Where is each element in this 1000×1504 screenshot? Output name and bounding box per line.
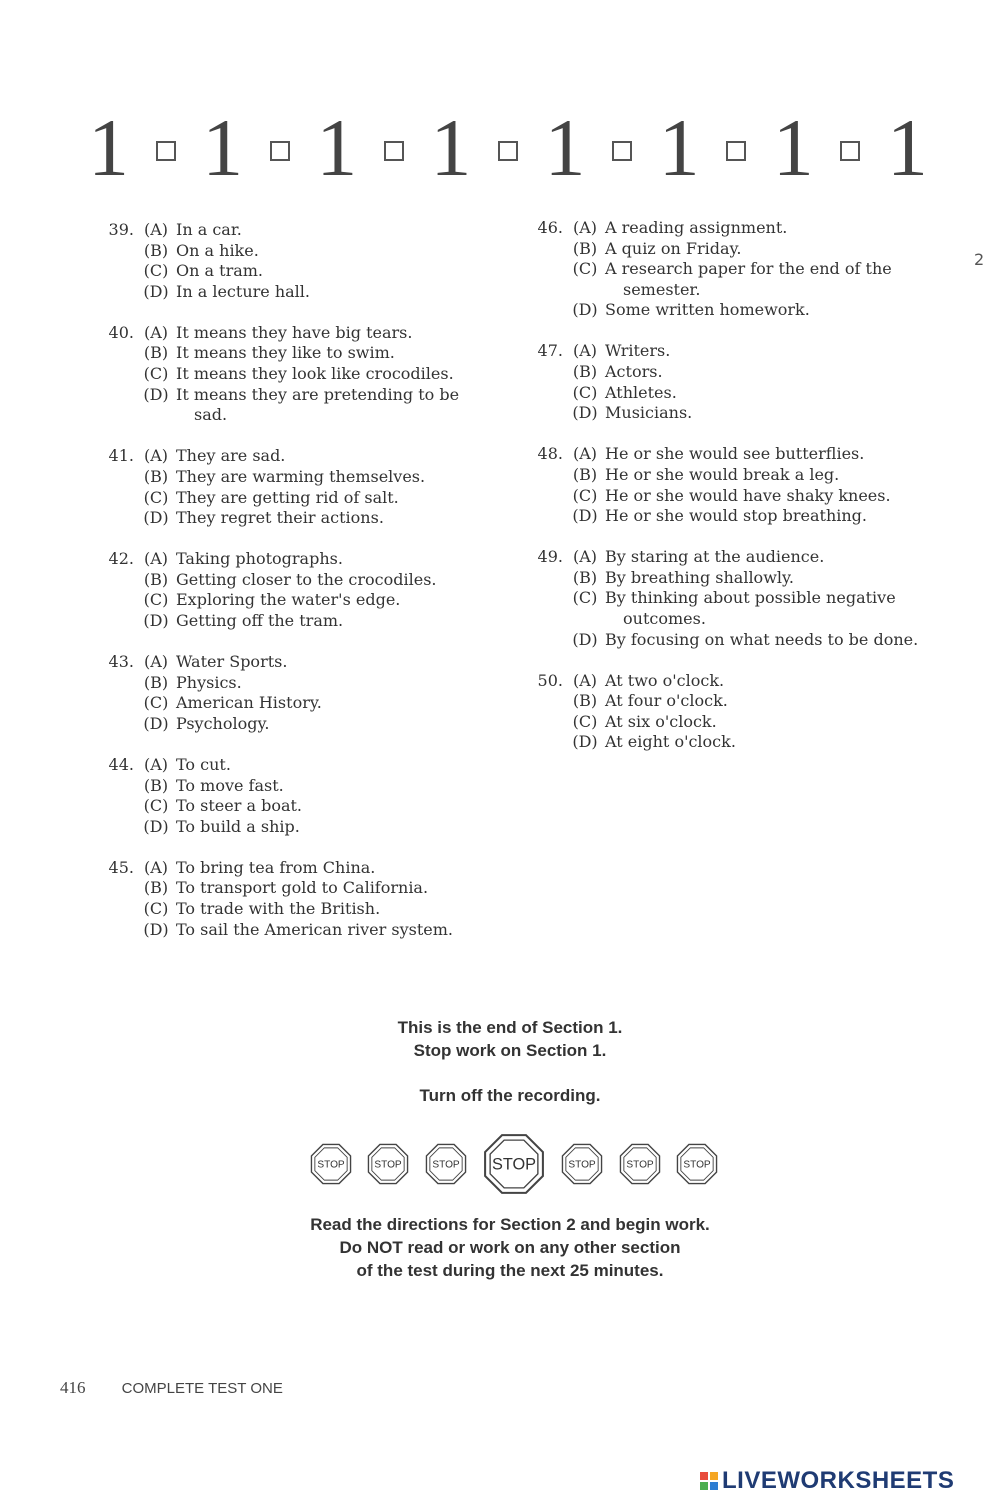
stop-sign-label: STOP — [317, 1159, 345, 1171]
option-letter: (A) — [143, 652, 169, 672]
answer-option — [136, 282, 516, 303]
option-text: By breathing shallowly. — [605, 567, 794, 587]
stop-sign-icon — [308, 1141, 354, 1187]
option-letter: (D) — [572, 629, 598, 649]
option-letter: (D) — [572, 300, 598, 320]
option-text: It means they are pretending to be — [176, 384, 460, 404]
question-number: 48. — [537, 444, 563, 464]
option-text: A reading assignment. — [605, 218, 788, 237]
stop-sign-icon — [480, 1130, 548, 1198]
answer-option — [136, 693, 516, 714]
answer-option — [565, 341, 945, 362]
question-item — [96, 220, 516, 302]
option-letter: (C) — [572, 711, 598, 731]
section-digit: 1 — [430, 102, 472, 193]
answer-option — [565, 568, 945, 589]
square-icon — [384, 141, 404, 161]
question-number: 45. — [108, 857, 134, 877]
questions-right-column — [525, 218, 945, 774]
end-of-section-notice — [200, 1016, 820, 1107]
answer-option — [136, 323, 516, 344]
page-number: 416 — [60, 1378, 86, 1397]
option-letter: (C) — [572, 382, 598, 402]
answer-option — [565, 588, 945, 629]
stop-sign-label: STOP — [683, 1159, 711, 1171]
question-number: 47. — [537, 341, 563, 361]
option-text: Writers. — [605, 341, 671, 361]
stop-sign-icon — [423, 1141, 469, 1187]
option-text: Some written homework. — [605, 300, 810, 320]
turn-off-recording-line: Turn off the recording. — [419, 1086, 601, 1105]
option-text: Physics. — [176, 672, 242, 692]
square-icon — [726, 141, 746, 161]
option-letter: (D) — [572, 732, 598, 752]
square-icon — [270, 141, 290, 161]
answer-option — [565, 732, 945, 753]
answer-option — [136, 508, 516, 529]
section-digit: 1 — [772, 102, 814, 193]
question-item — [525, 218, 945, 321]
directions-line-3: of the test during the next 25 minutes. — [356, 1261, 664, 1280]
option-letter: (B) — [572, 238, 598, 258]
answer-option — [136, 241, 516, 262]
option-text: Getting closer to the crocodiles. — [176, 569, 437, 589]
option-text: To build a ship. — [176, 816, 300, 836]
option-text: It means they look like crocodiles. — [176, 364, 454, 384]
option-letter: (A) — [143, 220, 169, 239]
answer-option — [136, 878, 516, 899]
option-letter: (B) — [143, 672, 169, 692]
option-letter: (C) — [143, 590, 169, 610]
option-letter: (B) — [143, 569, 169, 589]
question-number: 46. — [537, 218, 563, 237]
option-letter: (B) — [143, 343, 169, 363]
section-digit: 1 — [658, 102, 700, 193]
option-letter: (A) — [143, 446, 169, 466]
option-text: It means they have big tears. — [176, 322, 413, 342]
option-letter: (B) — [572, 362, 598, 382]
option-text: To move fast. — [176, 775, 284, 795]
option-text: Actors. — [605, 362, 663, 382]
question-item — [525, 444, 945, 526]
option-letter: (A) — [572, 218, 598, 237]
option-text: By focusing on what needs to be done. — [605, 629, 919, 649]
option-text: semester. — [623, 279, 701, 299]
answer-option — [136, 920, 516, 941]
answer-option — [565, 465, 945, 486]
question-item — [525, 547, 945, 650]
option-text: outcomes. — [623, 609, 706, 628]
answer-option — [565, 486, 945, 507]
option-letter: (B) — [572, 464, 598, 484]
option-text: To cut. — [176, 754, 231, 774]
answer-option — [136, 673, 516, 694]
section-header-banner — [88, 102, 928, 193]
square-icon — [156, 141, 176, 161]
answer-option — [565, 630, 945, 651]
question-item — [96, 446, 516, 528]
directions-line-1: Read the directions for Section 2 and begin work. — [310, 1215, 710, 1234]
option-letter: (C) — [572, 485, 598, 505]
option-letter: (A) — [143, 322, 169, 342]
option-text: It means they like to swim. — [176, 343, 395, 363]
option-letter: (D) — [572, 403, 598, 423]
option-letter: (B) — [143, 878, 169, 898]
option-text: On a tram. — [176, 261, 264, 281]
stop-work-line: Stop work on Section 1. — [413, 1041, 607, 1060]
option-text: He or she would see butterflies. — [605, 444, 865, 464]
option-text: To sail the American river system. — [176, 919, 453, 939]
square-icon — [498, 141, 518, 161]
answer-option — [565, 671, 945, 692]
option-text: To transport gold to California. — [176, 878, 429, 898]
stop-sign-icon — [365, 1141, 411, 1187]
question-number: 42. — [108, 549, 134, 569]
answer-option — [136, 755, 516, 776]
stop-sign-label: STOP — [374, 1159, 402, 1171]
answer-option — [136, 467, 516, 488]
answer-option — [136, 776, 516, 797]
option-text: They regret their actions. — [176, 508, 384, 528]
option-letter: (A) — [143, 857, 169, 877]
next-section-directions — [200, 1213, 820, 1282]
question-number: 50. — [537, 670, 563, 690]
option-text: A research paper for the end of the — [605, 259, 892, 279]
option-letter: (C) — [143, 796, 169, 816]
option-letter: (C) — [143, 487, 169, 507]
option-letter: (D) — [143, 384, 169, 404]
stop-sign-icon — [559, 1141, 605, 1187]
option-text: Water Sports. — [176, 652, 288, 672]
square-icon — [840, 141, 860, 161]
stop-sign-label: STOP — [625, 1159, 654, 1171]
option-letter: (C) — [143, 899, 169, 919]
brand-squares-icon — [700, 1472, 718, 1490]
question-number: 49. — [537, 547, 563, 567]
question-item — [525, 341, 945, 423]
option-letter: (B) — [143, 466, 169, 486]
option-letter: (B) — [143, 240, 169, 260]
answer-option — [136, 364, 516, 385]
option-letter: (C) — [143, 693, 169, 713]
stop-sign-label: STOP — [568, 1159, 596, 1171]
option-letter: (D) — [143, 281, 169, 301]
answer-option — [565, 239, 945, 260]
stop-sign-label: STOP — [491, 1155, 537, 1174]
answer-option — [136, 570, 516, 591]
questions-left-column — [96, 220, 516, 961]
answer-option — [136, 652, 516, 673]
question-number: 43. — [108, 652, 134, 672]
option-text: He or she would have shaky knees. — [605, 485, 891, 505]
answer-option — [136, 343, 516, 364]
option-text: sad. — [194, 405, 228, 425]
answer-option — [136, 590, 516, 611]
end-of-section-line: This is the end of Section 1. — [397, 1018, 623, 1037]
answer-option — [136, 858, 516, 879]
answer-option — [136, 220, 516, 241]
option-letter: (B) — [572, 567, 598, 587]
option-text: To steer a boat. — [176, 796, 303, 816]
stop-signs-row — [308, 1128, 720, 1200]
option-text: He or she would stop breathing. — [605, 506, 868, 526]
section-digit: 1 — [202, 102, 244, 193]
option-text: To bring tea from China. — [176, 857, 376, 877]
option-text: Exploring the water's edge. — [176, 590, 401, 610]
question-number: 39. — [108, 220, 134, 239]
answer-option — [565, 259, 945, 300]
option-text: A quiz on Friday. — [605, 238, 742, 258]
option-letter: (C) — [143, 364, 169, 384]
page-footer — [60, 1378, 283, 1398]
option-text: At four o'clock. — [605, 691, 728, 711]
option-text: To trade with the British. — [176, 899, 381, 919]
question-item — [525, 671, 945, 753]
option-text: Getting off the tram. — [176, 611, 344, 630]
answer-option — [565, 547, 945, 568]
answer-option — [136, 446, 516, 467]
question-number: 41. — [108, 446, 134, 466]
section-digit: 1 — [88, 102, 129, 193]
answer-option — [565, 444, 945, 465]
question-number: 44. — [108, 754, 134, 774]
answer-option — [136, 549, 516, 570]
option-letter: (C) — [143, 261, 169, 281]
option-text: Musicians. — [605, 403, 693, 423]
answer-option — [136, 385, 516, 426]
brand-square — [710, 1472, 718, 1480]
answer-option — [565, 506, 945, 527]
liveworksheets-logo — [700, 1467, 954, 1495]
option-text: Athletes. — [605, 382, 677, 402]
option-letter: (D) — [143, 713, 169, 733]
section-digit: 1 — [316, 102, 358, 193]
stop-sign-icon — [617, 1141, 663, 1187]
option-text: On a hike. — [176, 240, 259, 260]
option-letter: (D) — [143, 508, 169, 528]
answer-option — [565, 712, 945, 733]
option-text: In a lecture hall. — [176, 281, 310, 301]
option-letter: (A) — [572, 341, 598, 361]
answer-option — [136, 817, 516, 838]
answer-option — [565, 218, 945, 239]
option-letter: (B) — [143, 775, 169, 795]
answer-option — [565, 362, 945, 383]
brand-square — [710, 1482, 718, 1490]
option-letter: (A) — [572, 547, 598, 567]
option-letter: (D) — [143, 611, 169, 630]
option-text: In a car. — [176, 220, 242, 239]
brand-square — [700, 1472, 708, 1480]
option-text: Psychology. — [176, 713, 270, 733]
brand-square — [700, 1482, 708, 1490]
section-digit: 1 — [886, 102, 928, 193]
option-letter: (A) — [572, 670, 598, 690]
question-item — [96, 858, 516, 940]
option-letter: (C) — [572, 259, 598, 279]
answer-option — [565, 691, 945, 712]
option-text: They are warming themselves. — [176, 466, 426, 486]
option-letter: (D) — [572, 506, 598, 526]
side-page-marker: 2 — [974, 250, 985, 269]
option-letter: (C) — [572, 588, 598, 608]
answer-option — [565, 383, 945, 404]
answer-option — [136, 899, 516, 920]
option-text: By thinking about possible negative — [605, 588, 896, 608]
option-text: He or she would break a leg. — [605, 464, 840, 484]
brand-name: LIVEWORKSHEETS — [722, 1467, 955, 1494]
option-letter: (D) — [143, 919, 169, 939]
section-digit: 1 — [544, 102, 586, 193]
answer-option — [565, 403, 945, 424]
option-text: Taking photographs. — [176, 549, 343, 569]
option-text: By staring at the audience. — [605, 547, 825, 567]
option-text: At six o'clock. — [605, 711, 717, 731]
answer-option — [136, 488, 516, 509]
option-letter: (A) — [572, 444, 598, 464]
option-letter: (B) — [572, 691, 598, 711]
option-text: American History. — [176, 693, 322, 713]
answer-option — [136, 261, 516, 282]
option-letter: (A) — [143, 754, 169, 774]
option-text: They are getting rid of salt. — [176, 487, 399, 507]
option-letter: (D) — [143, 816, 169, 836]
answer-option — [136, 796, 516, 817]
question-item — [96, 549, 516, 631]
question-item — [96, 755, 516, 837]
option-letter: (A) — [143, 549, 169, 569]
option-text: They are sad. — [176, 446, 286, 466]
stop-sign-label: STOP — [431, 1159, 460, 1171]
option-text: At two o'clock. — [605, 670, 725, 690]
square-icon — [612, 141, 632, 161]
directions-line-2: Do NOT read or work on any other section — [339, 1238, 681, 1257]
answer-option — [136, 611, 516, 632]
question-item — [96, 652, 516, 734]
answer-option — [136, 714, 516, 735]
question-number: 40. — [108, 322, 134, 342]
stop-sign-icon — [674, 1141, 720, 1187]
question-item — [96, 323, 516, 426]
answer-option — [565, 300, 945, 321]
option-text: At eight o'clock. — [605, 732, 736, 752]
running-title: COMPLETE TEST ONE — [121, 1380, 283, 1397]
